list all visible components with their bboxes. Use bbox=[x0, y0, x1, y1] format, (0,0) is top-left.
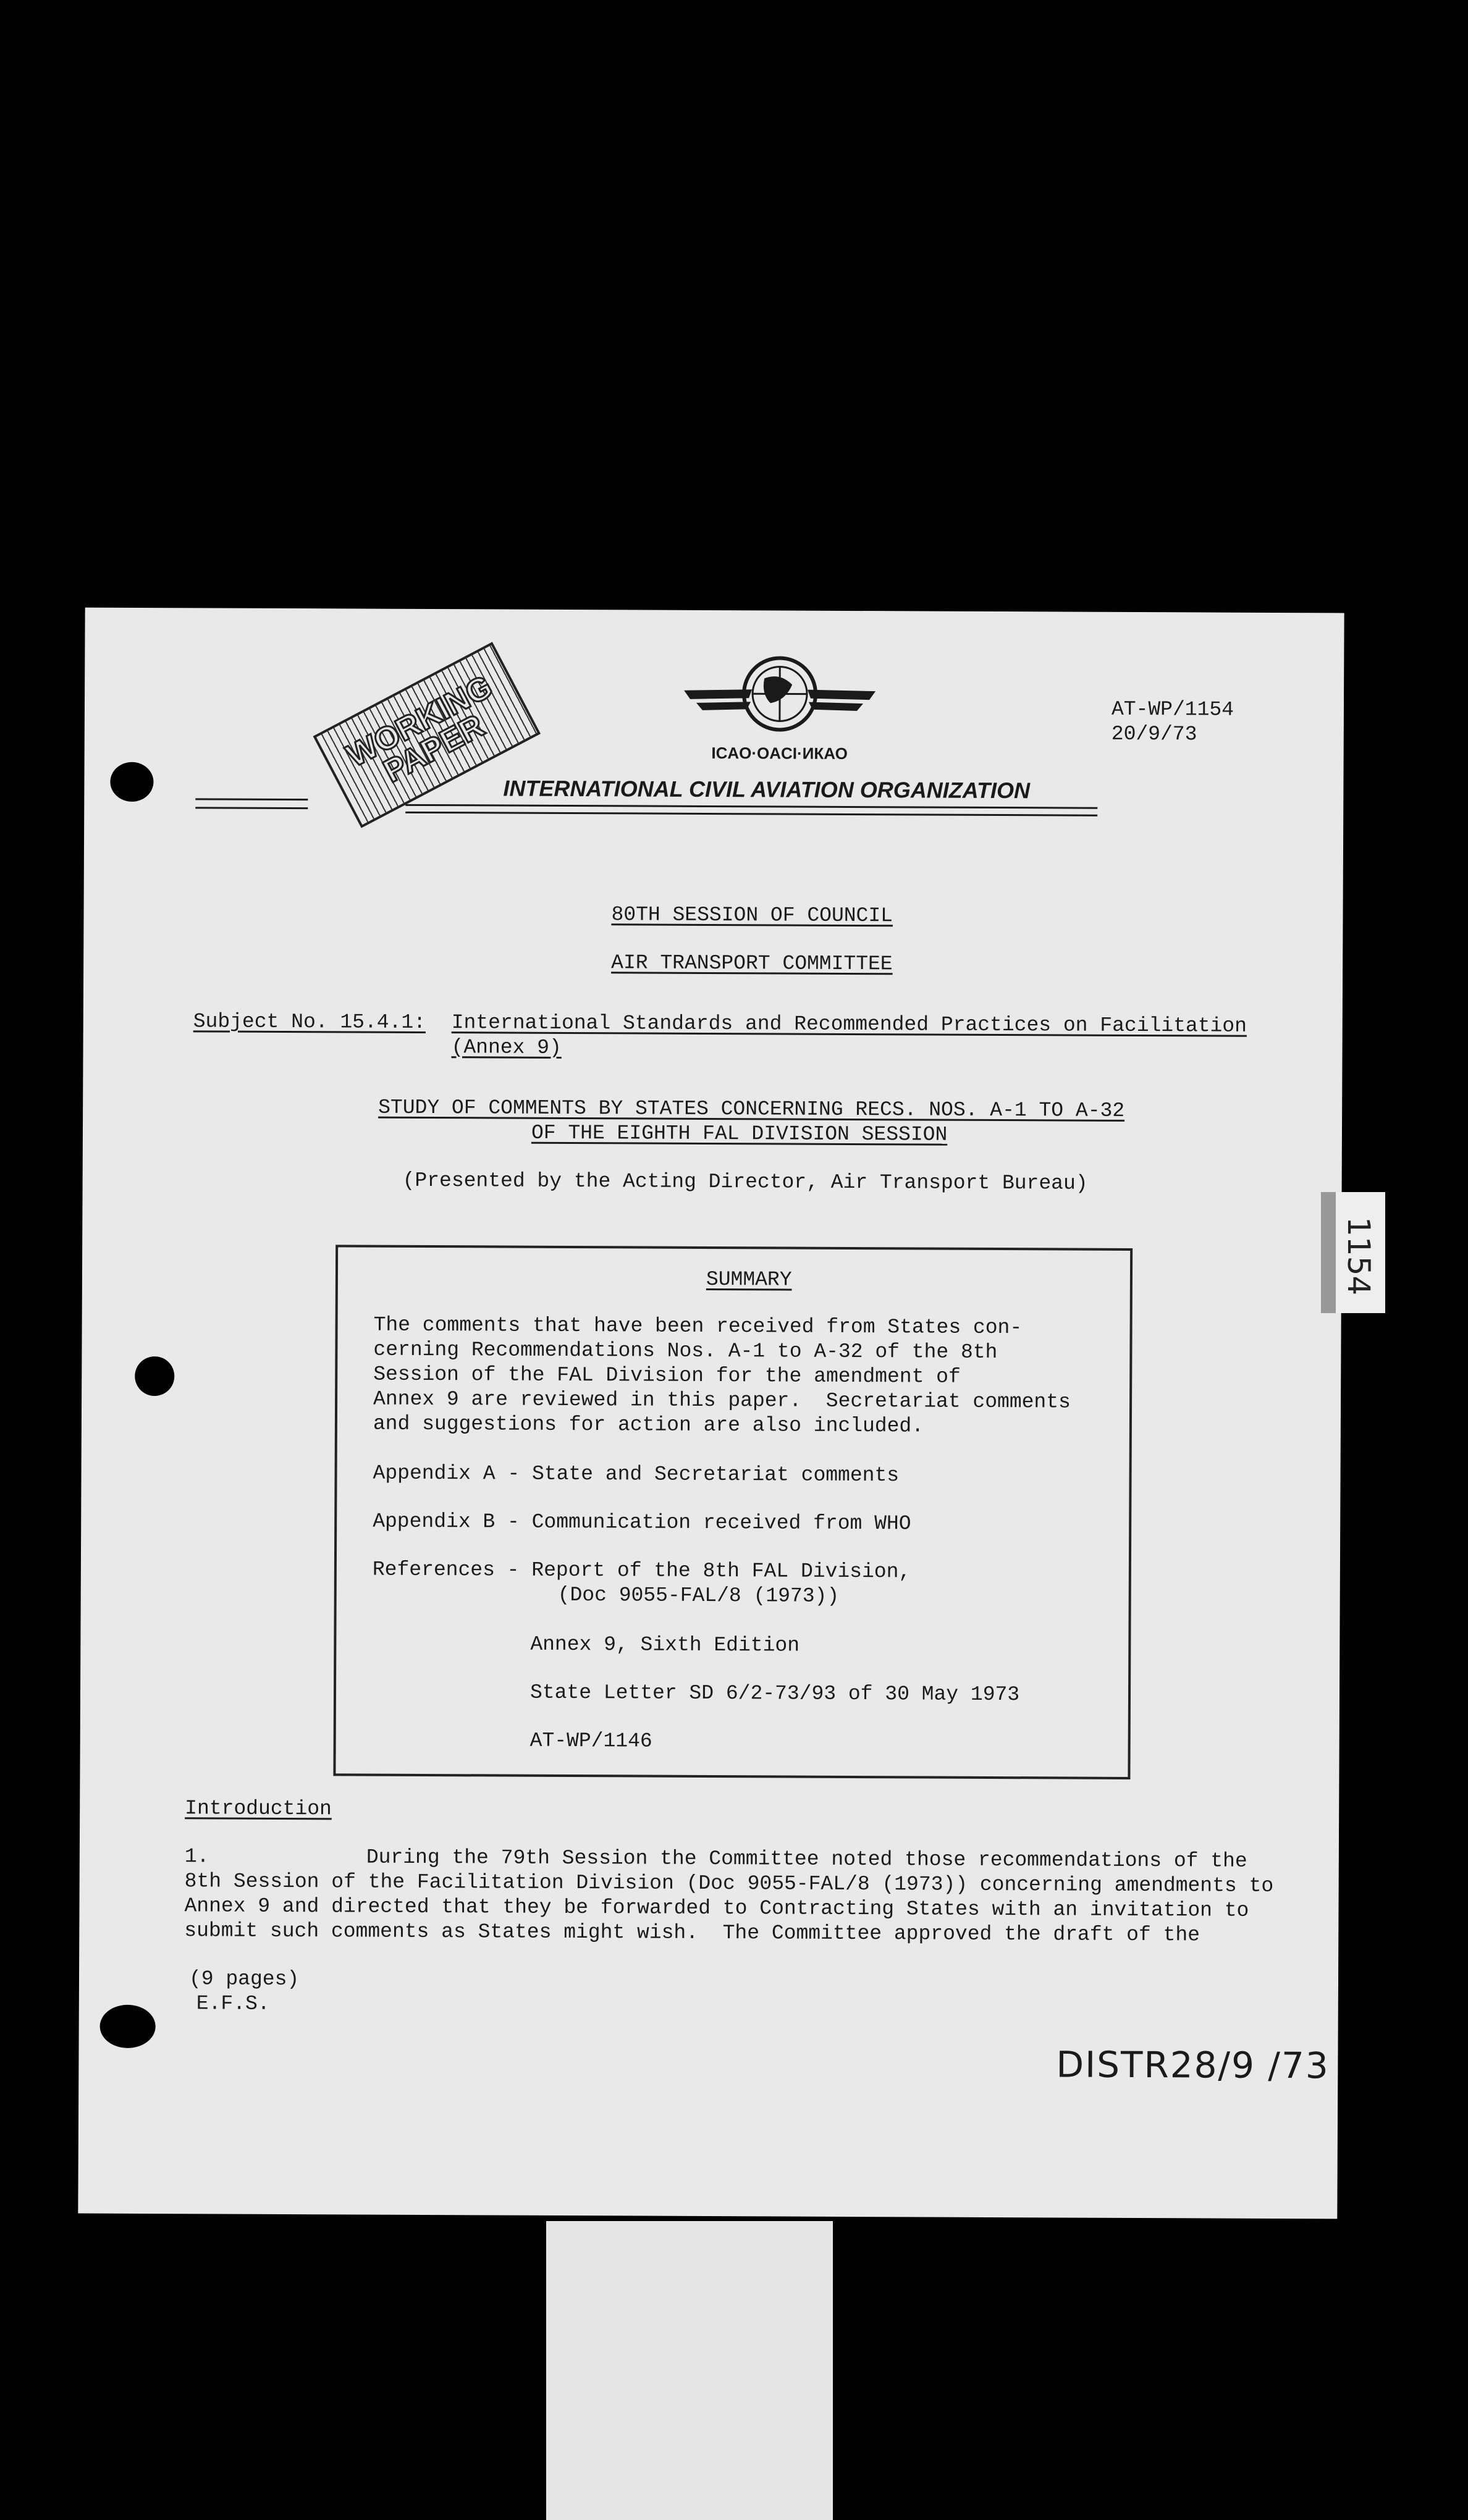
intro-line-1: During the 79th Session the Committee noted those recommendations of the bbox=[366, 1846, 1247, 1873]
summary-body-line-1: The comments that have been received from States con- bbox=[373, 1313, 1023, 1340]
subject-line-1: International Standards and Recommended Practices on Facilitation bbox=[451, 1011, 1247, 1038]
header-rule-left-2 bbox=[195, 807, 308, 809]
punch-hole-top bbox=[110, 762, 153, 802]
emblem-text: ICAO·OACI·ИКАО bbox=[711, 743, 848, 763]
org-name: INTERNATIONAL CIVIL AVIATION ORGANIZATION bbox=[503, 775, 1031, 804]
appendix-b: Appendix B - Communication received from WHO bbox=[373, 1510, 911, 1535]
side-tab bbox=[1321, 1192, 1385, 1313]
reference-annex: Annex 9, Sixth Edition bbox=[530, 1632, 800, 1657]
punch-hole-bottom bbox=[100, 2005, 156, 2048]
committee-title: AIR TRANSPORT COMMITTEE bbox=[611, 951, 893, 976]
reference-state-letter: State Letter SD 6/2-73/93 of 30 May 1973 bbox=[529, 1681, 1020, 1707]
page-count: (9 pages) bbox=[188, 1967, 300, 1991]
summary-box bbox=[333, 1245, 1133, 1779]
presented-by: (Presented by the Acting Director, Air Transport Bureau) bbox=[402, 1169, 1088, 1195]
intro-line-3: Annex 9 and directed that they be forwarded to Contracting States with an invitation to bbox=[184, 1894, 1249, 1922]
appendix-a: Appendix A - State and Secretariat comments bbox=[373, 1461, 900, 1487]
doc-date: 20/9/73 bbox=[1111, 722, 1197, 746]
introduction-heading: Introduction bbox=[185, 1797, 332, 1821]
references-line-2: (Doc 9055-FAL/8 (1973)) bbox=[557, 1583, 840, 1608]
intro-line-4: submit such comments as States might wish. The Committee approved the draft of the bbox=[184, 1919, 1200, 1947]
study-title-line-1: STUDY OF COMMENTS BY STATES CONCERNING RECS. NOS. A-1 TO A-32 bbox=[378, 1096, 1125, 1122]
bottom-card bbox=[546, 2221, 833, 2520]
icao-emblem-icon bbox=[678, 641, 882, 765]
stamp-text: WORKING PAPER bbox=[340, 668, 499, 790]
initials: E.F.S. bbox=[196, 1992, 270, 2015]
intro-para-number: 1. bbox=[184, 1845, 209, 1868]
summary-body-line-3: Session of the FAL Division for the amendment of bbox=[373, 1363, 961, 1388]
distribution-stamp: DISTR28/9 /73 bbox=[1056, 2043, 1330, 2087]
summary-heading: SUMMARY bbox=[706, 1267, 792, 1292]
header-rule-right-2 bbox=[405, 812, 1097, 817]
subject-line-2: (Annex 9) bbox=[451, 1036, 562, 1059]
summary-body-line-2: cerning Recommendations Nos. A-1 to A-32 of the 8th bbox=[373, 1338, 998, 1364]
doc-reference: AT-WP/1154 bbox=[1111, 697, 1234, 721]
document-page bbox=[78, 608, 1344, 2219]
summary-body-line-5: and suggestions for action are also included. bbox=[373, 1412, 924, 1438]
subject-label: Subject No. 15.4.1: bbox=[193, 1010, 426, 1034]
references-line-1: References - Report of the 8th FAL Division, bbox=[372, 1558, 911, 1584]
punch-hole-middle bbox=[135, 1356, 174, 1396]
header-rule-right-1 bbox=[405, 804, 1097, 809]
session-title: 80TH SESSION OF COUNCIL bbox=[611, 903, 893, 928]
intro-line-2: 8th Session of the Facilitation Division (Doc 9055-FAL/8 (1973)) concerning amendments to bbox=[184, 1870, 1274, 1897]
summary-body-line-4: Annex 9 are reviewed in this paper. Secretariat comments bbox=[373, 1387, 1071, 1414]
reference-wp: AT-WP/1146 bbox=[529, 1729, 652, 1753]
side-tab-text: 1154 bbox=[1341, 1217, 1377, 1296]
header-rule-left-1 bbox=[195, 798, 308, 800]
study-title-line-2: OF THE EIGHTH FAL DIVISION SESSION bbox=[531, 1121, 948, 1146]
